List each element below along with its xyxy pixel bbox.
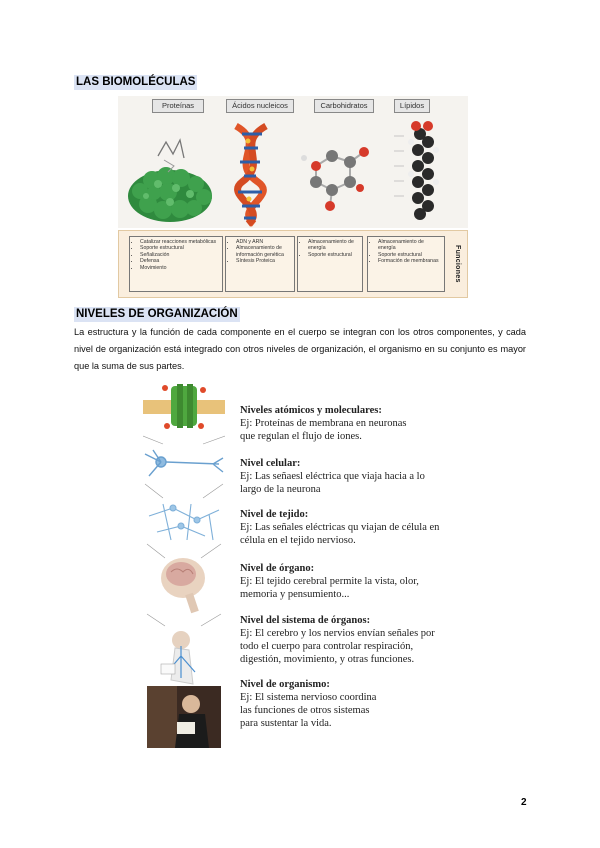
level-text-line: Ej: Las señales eléctricas qu viajan de célula en [240,522,440,533]
functions-box-acidos [225,236,295,292]
column-label-lipidos: Lípidos [394,99,430,113]
function-item: • Almacenamiento de energía [378,239,441,252]
functions-box-carbohidratos [297,236,363,292]
level-text-line: para sustentar la vida. [240,718,332,729]
level-organ [240,562,460,601]
column-label-carbohidratos: Carbohidratos [314,99,374,113]
function-item: • Soporte estructural [140,245,219,251]
level-text-line: célula en el tejido nervioso. [240,535,356,546]
level-molecular [240,404,460,443]
level-cellular [240,457,460,496]
level-text-line: Ej: El sistema nervioso coordina [240,692,377,703]
function-item: • Síntesis Proteica [236,258,291,264]
functions-box-lipidos [367,236,445,292]
functions-box-proteinas [129,236,223,292]
level-organism [240,678,460,730]
function-item: • Almacenamiento de energía [308,239,359,252]
level-text-line: Ej: El cerebro y los nervios envían señales por [240,628,435,639]
lipid-chain-icon [394,121,439,220]
level-text-line: Ej: Las señaesl eléctrica que viaja hacia a lo [240,471,425,482]
glucose-molecule-icon [301,147,369,211]
function-item: • Soporte estructural [308,252,359,258]
level-text-line: todo el cuerpo para controlar respiración, [240,641,414,652]
neuron-icon [145,450,223,476]
nerve-tissue-icon [149,504,219,540]
molecule-illustrations [118,96,468,228]
section-heading-biomoleculas: LAS BIOMOLÉCULAS [76,76,196,88]
level-text-line: digestión, movimiento, y otras funciones. [240,654,415,665]
membrane-protein-icon [143,384,225,429]
column-label-proteinas: Proteínas [152,99,204,113]
level-title: Niveles atómicos y moleculares: [240,405,382,416]
function-item: • Formación de membranas [378,258,441,264]
function-item: • Defensa [140,258,219,264]
level-text-line: memoria y pensumiento... [240,589,350,600]
level-title: Nivel de órgano: [240,563,315,574]
function-item: • Movimiento [140,265,219,271]
column-label-acidos: Ácidos nucleicos [226,99,294,113]
page-number: 2 [521,797,527,808]
function-item: • Señalización [140,252,219,258]
function-item: • Catalizar reacciones metabólicas [140,239,219,245]
level-text-line: que regulan el flujo de iones. [240,431,362,442]
level-title: Nivel de organismo: [240,679,330,690]
section-heading-niveles: NIVELES DE ORGANIZACIÓN [76,308,238,320]
intro-paragraph: La estructura y la función de cada componente en el cuerpo se integran con los otros componentes, y cada nivel de organización está integrado con otros niveles de organización, el organismo en su conjunto es mayor que la suma de sus partes. [74,327,526,371]
organization-levels-illustration [143,380,225,752]
function-item: • ADN y ARN [236,239,291,245]
level-title: Nivel de tejido: [240,509,309,520]
brain-organ-icon [161,558,205,612]
level-tissue [240,508,460,547]
functions-side-label: Funciones [454,245,461,283]
level-text-line: largo de la neurona [240,484,321,495]
functions-panel [118,230,468,298]
function-item: • Soporte estructural [378,252,441,258]
level-text-line: Ej: Proteínas de membrana en neuronas [240,418,407,429]
dna-helix-icon [236,126,266,224]
nervous-system-icon [161,631,195,684]
protein-structure-icon [128,140,212,222]
person-reading-photo-icon [147,686,221,748]
level-title: Nivel celular: [240,458,301,469]
function-item: • Almacenamiento de información genética [236,245,291,258]
level-organ-system [240,614,460,666]
biomolecules-figure [118,96,468,298]
level-title: Nivel del sistema de órganos: [240,615,371,626]
biomolecules-images [118,96,468,228]
level-text-line: Ej: El tejido cerebral permite la vista, olor, [240,576,419,587]
level-text-line: las funciones de otros sistemas [240,705,370,716]
